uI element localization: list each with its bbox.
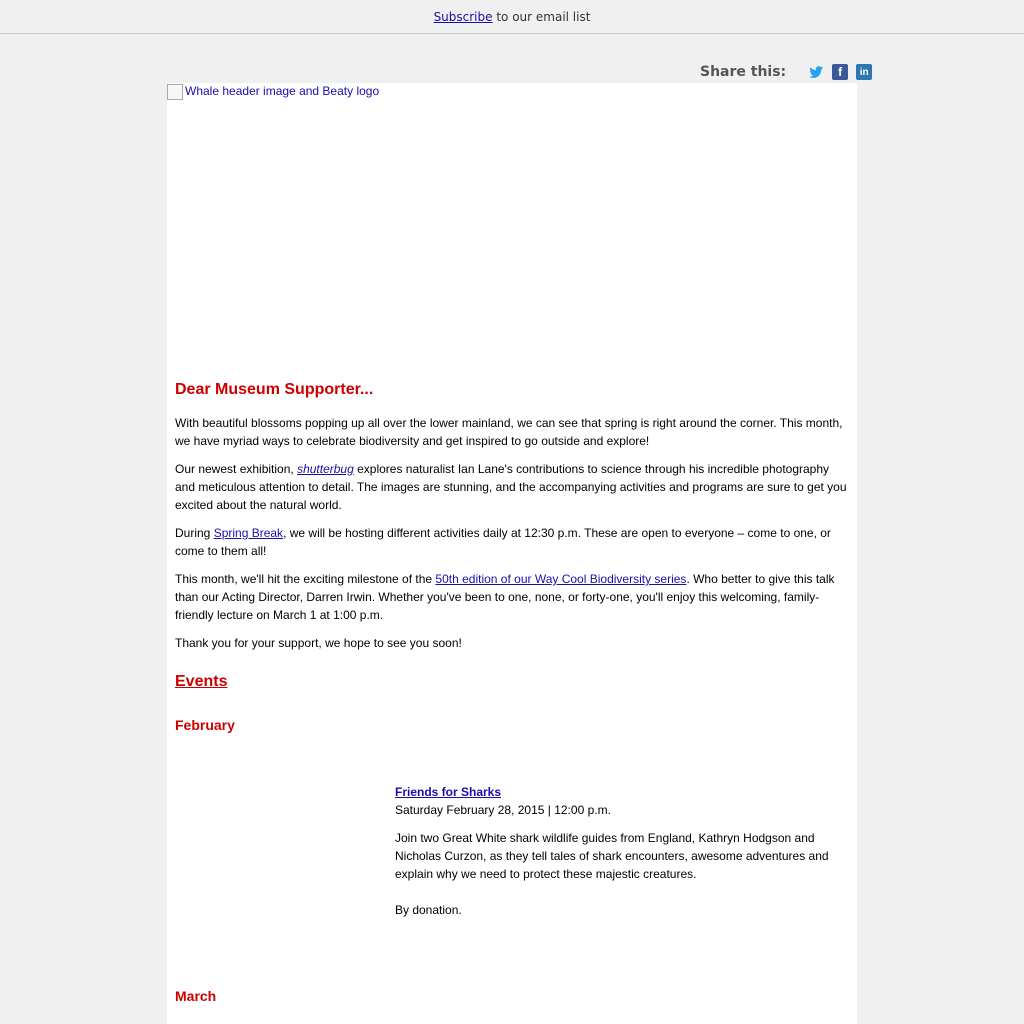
- linkedin-icon[interactable]: in: [856, 64, 872, 80]
- intro-paragraph-3: During Spring Break, we will be hosting different activities daily at 12:30 p.m. These are open to everyone – come to one, or come to them all!: [175, 526, 831, 558]
- event-title-link[interactable]: Friends for Sharks: [395, 785, 502, 799]
- share-bar: [700, 60, 872, 84]
- subscribe-bar: [0, 0, 1024, 34]
- shutterbug-link[interactable]: shutterbug: [297, 462, 354, 476]
- month-heading-march: March: [175, 988, 217, 1004]
- biodiversity-series-link[interactable]: 50th edition of our Way Cool Biodiversity series: [435, 572, 687, 586]
- subscribe-text: to our email list: [492, 10, 591, 24]
- facebook-icon[interactable]: f: [832, 64, 848, 80]
- twitter-icon[interactable]: [808, 64, 824, 80]
- header-image[interactable]: [167, 83, 857, 363]
- intro-paragraph-1: With beautiful blossoms popping up all over the lower mainland, we can see that spring is right around the corner. This month, we have myriad ways to celebrate biodiversity and get inspired to go outside and explore!: [175, 416, 843, 448]
- header-image-alt: Whale header image and Beaty logo: [185, 84, 380, 98]
- month-heading-february: February: [175, 717, 235, 733]
- share-label: Share this:: [700, 64, 787, 80]
- subscribe-link[interactable]: Subscribe: [433, 10, 493, 24]
- event-item: [395, 783, 845, 919]
- spring-break-link[interactable]: Spring Break: [213, 526, 284, 540]
- intro-paragraph-5: Thank you for your support, we hope to see you soon!: [175, 636, 462, 650]
- event-price: By donation.: [395, 903, 462, 917]
- intro-section: [175, 379, 847, 694]
- event-description: Join two Great White shark wildlife guides from England, Kathryn Hodgson and Nicholas Curzon, as they tell tales of shark encounters, awesome adventures and explain why we need to protect these majestic creatures.: [395, 831, 829, 881]
- intro-paragraph-4: This month, we'll hit the exciting milestone of the 50th edition of our Way Cool Biodiversity series. Who better to give this talk than our Acting Director, Darren Irwin. Whether you've been to one, none, or forty-one, you'll enjoy this welcoming, family-friendly lecture on March 1 at 1:00 p.m.: [175, 572, 835, 622]
- newsletter-card: [167, 83, 857, 1024]
- event-date: Saturday February 28, 2015 | 12:00 p.m.: [395, 803, 611, 817]
- intro-paragraph-2: Our newest exhibition, shutterbug explores naturalist Ian Lane's contributions to science through his incredible photography and meticulous attention to detail. The images are stunning, and the accompanying activities and programs are sure to get you excited about the natural world.: [175, 462, 847, 512]
- greeting-heading: Dear Museum Supporter...: [175, 381, 374, 398]
- events-heading[interactable]: Events: [175, 673, 228, 690]
- broken-image-icon: [167, 84, 183, 100]
